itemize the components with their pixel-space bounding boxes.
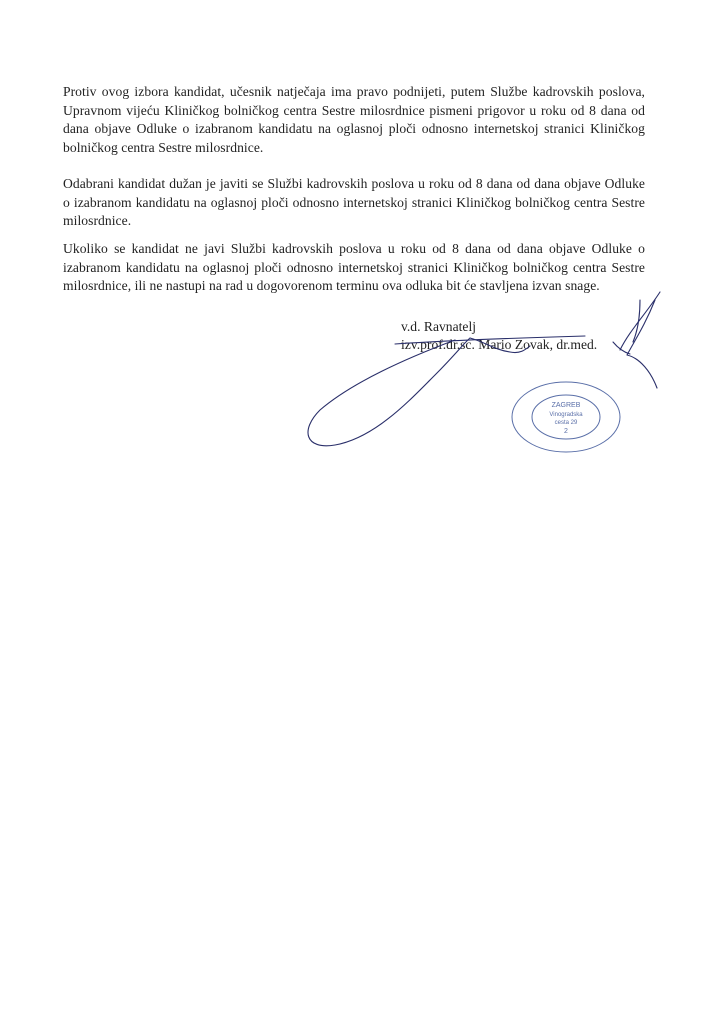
stamp-city: ZAGREB (551, 402, 581, 409)
stamp-street-number: cesta 29 (554, 420, 578, 426)
signatory-title: v.d. Ravnatelj (401, 319, 476, 334)
paragraph-candidate-duty: Odabrani kandidat dužan je javiti se Službi kadrovskih poslova u roku od 8 dana od dana objave Odluke o izabranom kandidatu na oglasnoj ploči odnosno internetskoj stranici Kliničkog bolničkog centra Sestre milosrdnice. (63, 176, 645, 229)
stamp-number: 2 (564, 428, 568, 435)
paragraph-objection-right: Protiv ovog izbora kandidat, učesnik natječaja ima pravo podnijeti, putem Službe kadrovskih poslova, Upravnom vijeću Kliničkog bolničkog centra Sestre milosrdnice pismeni prigovor u roku od 8 dana od dana objave Odluke o izabranom kandidatu na oglasnoj ploči odnosno internetskoj stranici Kliničkog bolničkog centra Sestre milosrdnice. (63, 84, 645, 155)
signatory-name: izv.prof.dr.sc. Mario Zovak, dr.med. (401, 337, 598, 352)
handwritten-signature (295, 280, 695, 470)
paragraph-invalidation: Ukoliko se kandidat ne javi Službi kadrovskih poslova u roku od 8 dana od dana objave Odluke o izabranom kandidatu na oglasnoj ploči odnosno internetskoj stranici Kliničkog bolničkog centra Sestre milosrdnice, ili ne nastupi na rad u dogovorenom terminu ova odluka bit će stavljena izvan snage. (63, 241, 645, 294)
stamp-street: Vinogradska (549, 412, 583, 418)
institution-stamp (508, 380, 624, 455)
